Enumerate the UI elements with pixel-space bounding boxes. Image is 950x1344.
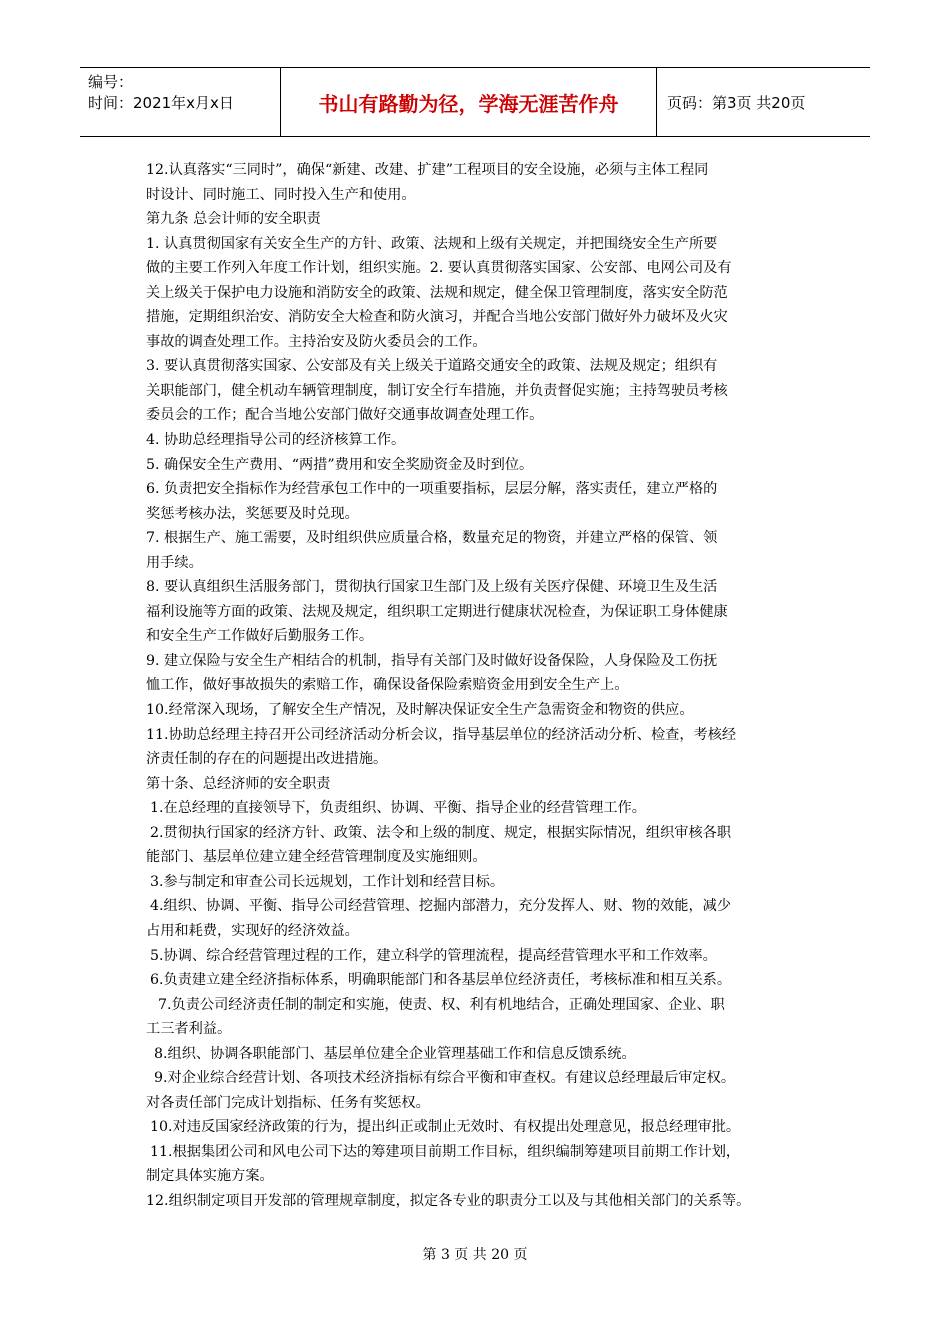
text-line: 1. 认真贯彻国家有关安全生产的方针、政策、法规和上级有关规定，并把围绕安全生产所要 bbox=[146, 235, 718, 252]
text-line: 4.组织、协调、平衡、指导公司经营管理、挖掘内部潜力，充分发挥人、财、物的效能，减少 bbox=[150, 898, 732, 915]
text-line: 5. 确保安全生产费用、“两措”费用和安全奖励资金及时到位。 bbox=[146, 456, 534, 473]
text-line: 委员会的工作；配合当地公安部门做好交通事故调查处理工作。 bbox=[146, 407, 544, 424]
text-line: 6.负责建立建全经济指标体系，明确职能部门和各基层单位经济责任，考核标准和相互关系。 bbox=[150, 972, 732, 989]
text-line: 奖惩考核办法，奖惩要及时兑现。 bbox=[146, 505, 359, 522]
text-line: 制定具体实施方案。 bbox=[146, 1168, 274, 1185]
text-line: 关上级关于保护电力设施和消防安全的政策、法规和规定，健全保卫管理制度，落实安全防范 bbox=[146, 284, 728, 301]
text-line: 4. 协助总经理指导公司的经济核算工作。 bbox=[146, 432, 406, 449]
text-line: 时设计、同时施工、同时投入生产和使用。 bbox=[146, 186, 416, 203]
text-line: 恤工作，做好事故损失的索赔工作，确保设备保险索赔资金用到安全生产上。 bbox=[146, 677, 629, 694]
text-line: 6. 负责把安全指标作为经营承包工作中的一项重要指标，层层分解，落实责任，建立严格的 bbox=[146, 481, 718, 498]
text-line: 1.在总经理的直接领导下，负责组织、协调、平衡、指导企业的经营管理工作。 bbox=[150, 800, 646, 817]
document-number-label: 编号： bbox=[88, 73, 134, 91]
text-line: 和安全生产工作做好后勤服务工作。 bbox=[146, 628, 374, 645]
text-line: 2.贯彻执行国家的经济方针、政策、法令和上级的制度、规定，根据实际情况，组织审核各职 bbox=[150, 824, 732, 841]
document-body bbox=[146, 158, 808, 1214]
text-line: 7.负责公司经济责任制的制定和实施，使责、权、利有机地结合，正确处理国家、企业、职 bbox=[158, 996, 725, 1013]
text-line: 10.对违反国家经济政策的行为，提出纠正或制止无效时、有权提出处理意见，报总经理审批。 bbox=[150, 1119, 741, 1136]
text-line: 9. 建立保险与安全生产相结合的机制，指导有关部门及时做好设备保险，人身保险及工伤抚 bbox=[146, 652, 718, 669]
text-line: 用手续。 bbox=[146, 554, 203, 571]
text-line: 12.组织制定项目开发部的管理规章制度，拟定各专业的职责分工以及与其他相关部门的关系等。 bbox=[146, 1192, 751, 1209]
text-line: 占用和耗费，实现好的经济效益。 bbox=[146, 922, 359, 939]
section-heading: 第九条 总会计师的安全职责 bbox=[146, 211, 321, 228]
text-line: 12.认真落实“三同时”，确保“新建、改建、扩建”工程项目的安全设施，必须与主体工程同 bbox=[146, 162, 709, 178]
text-line: 7. 根据生产、施工需要，及时组织供应质量合格，数量充足的物资，并建立严格的保管、领 bbox=[146, 530, 718, 547]
text-line: 11.协助总经理主持召开公司经济活动分析会议，指导基层单位的经济活动分析、检查，考核经 bbox=[146, 726, 737, 743]
document-date: 时间：2021年x月x日 bbox=[88, 94, 234, 112]
page-header bbox=[80, 67, 870, 137]
text-line: 5.协调、综合经营管理过程的工作，建立科学的管理流程，提高经营管理水平和工作效率。 bbox=[150, 947, 717, 964]
header-meta bbox=[80, 68, 281, 136]
text-line: 对各责任部门完成计划指标、任务有奖惩权。 bbox=[146, 1094, 430, 1111]
text-line: 济责任制的存在的问题提出改进措施。 bbox=[146, 751, 388, 768]
text-line: 3.参与制定和审查公司长远规划，工作计划和经营目标。 bbox=[150, 873, 505, 890]
section-heading: 第十条、总经济师的安全职责 bbox=[146, 775, 331, 792]
text-line: 措施，定期组织治安、消防安全大检查和防火演习，并配合当地公安部门做好外力破坏及火灾 bbox=[146, 309, 728, 326]
text-line: 9.对企业综合经营计划、各项技术经济指标有综合平衡和审查权。有建议总经理最后审定权。 bbox=[154, 1070, 736, 1087]
text-line: 11.根据集团公司和风电公司下达的筹建项目前期工作目标，组织编制筹建项目前期工作计划， bbox=[150, 1143, 741, 1160]
text-line: 8.组织、协调各职能部门、基层单位建全企业管理基础工作和信息反馈系统。 bbox=[154, 1045, 636, 1062]
text-line: 做的主要工作列入年度工作计划，组织实施。2. 要认真贯彻落实国家、公安部、电网公司及有 bbox=[146, 260, 732, 277]
text-line: 福利设施等方面的政策、法规及规定，组织职工定期进行健康状况检查，为保证职工身体健康 bbox=[146, 603, 728, 620]
text-line: 能部门、基层单位建立建全经营管理制度及实施细则。 bbox=[146, 849, 487, 866]
text-line: 10.经常深入现场，了解安全生产情况，及时解决保证安全生产急需资金和物资的供应。 bbox=[146, 702, 694, 719]
text-line: 事故的调查处理工作。主持治安及防火委员会的工作。 bbox=[146, 333, 487, 350]
text-line: 8. 要认真组织生活服务部门，贯彻执行国家卫生部门及上级有关医疗保健、环境卫生及生活 bbox=[146, 579, 718, 596]
text-line: 3. 要认真贯彻落实国家、公安部及有关上级关于道路交通安全的政策、法规及规定；组织有 bbox=[146, 358, 718, 375]
header-motto: 书山有路勤为径，学海无涯苦作舟 bbox=[281, 68, 657, 136]
text-line: 关职能部门，健全机动车辆管理制度，制订安全行车措施，并负责督促实施；主持驾驶员考核 bbox=[146, 382, 728, 399]
header-page-info: 页码：第3页 共20页 bbox=[667, 93, 806, 112]
page-footer: 第 3 页 共 20 页 bbox=[422, 1247, 528, 1263]
text-line: 工三者利益。 bbox=[146, 1021, 232, 1038]
